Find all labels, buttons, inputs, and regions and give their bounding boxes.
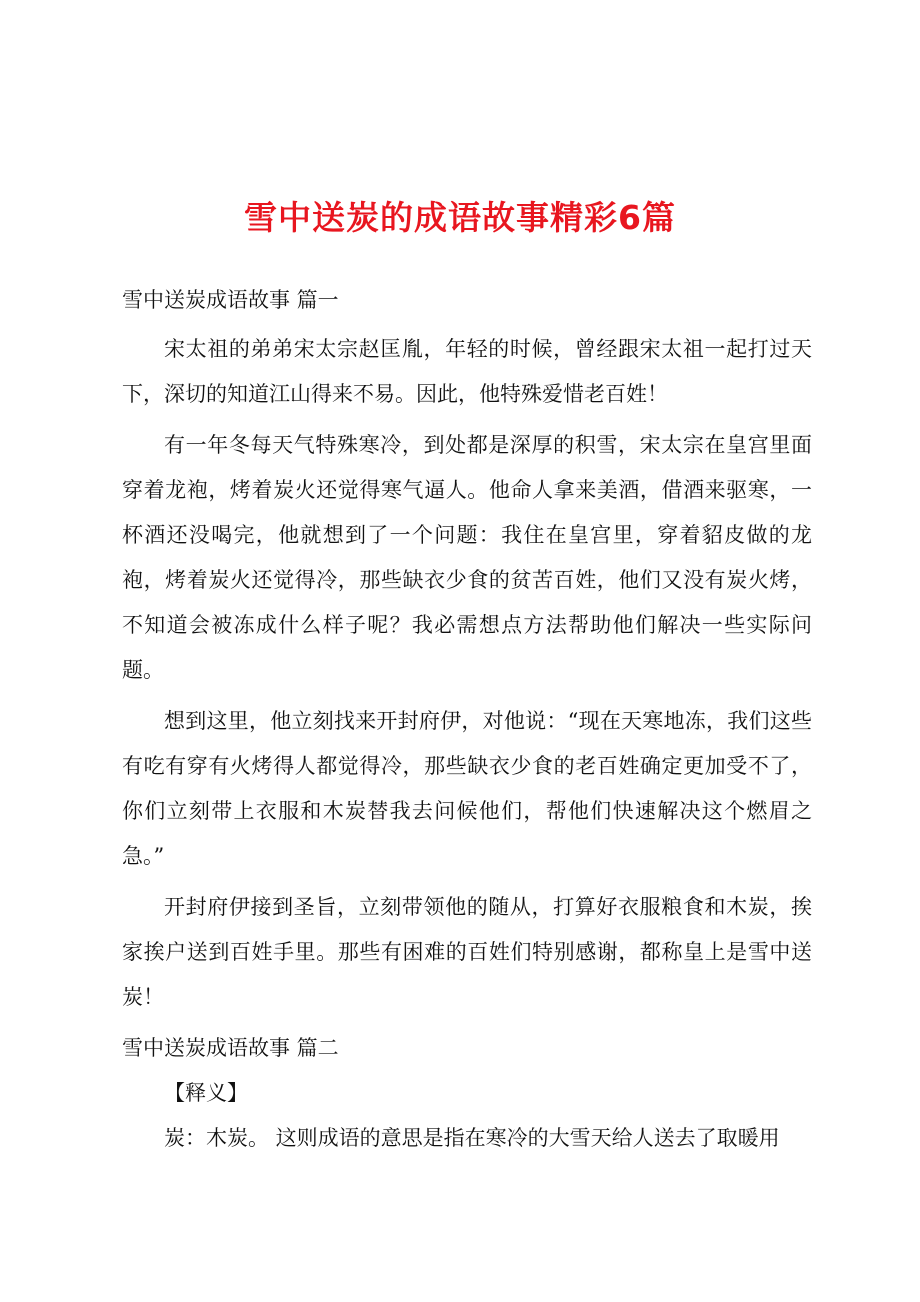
paragraph: 宋太祖的弟弟宋太宗赵匡胤，年轻的时候，曾经跟宋太祖一起打过天下，深切的知道江山得来不易。因此，他特殊爱惜老百姓！ bbox=[122, 337, 812, 406]
definition-label: 【释义】 bbox=[164, 1081, 248, 1105]
section-heading: 雪中送炭成语故事 篇二 bbox=[122, 1036, 339, 1060]
paragraph: 有一年冬每天气特殊寒冷，到处都是深厚的积雪，宋太宗在皇宫里面穿着龙袍，烤着炭火还觉得寒气逼人。他命人拿来美酒，借酒来驱寒，一杯酒还没喝完，他就想到了一个问题：我住在皇宫里，穿着貂皮做的龙袍，烤着炭火还觉得冷，那些缺衣少食的贫苦百姓，他们又没有炭火烤，不知道会被冻成什么样子呢？我必需想点方法帮助他们解决一些实际问题。 bbox=[122, 433, 812, 682]
document-body bbox=[122, 278, 812, 1167]
paragraph: 开封府伊接到圣旨，立刻带领他的随从，打算好衣服粮食和木炭，挨家挨户送到百姓手里。那些有困难的百姓们特别感谢，都称皇上是雪中送炭！ bbox=[122, 895, 812, 1009]
section-heading: 雪中送炭成语故事 篇一 bbox=[122, 288, 339, 312]
paragraph: 想到这里，他立刻找来开封府伊，对他说：“现在天寒地冻，我们这些有吃有穿有火烤得人都觉得冷，那些缺衣少食的老百姓确定更加受不了，你们立刻带上衣服和木炭替我去问候他们，帮他们快速解决这个燃眉之急。” bbox=[122, 709, 812, 868]
paragraph: 炭：木炭。 这则成语的意思是指在寒冷的大雪天给人送去了取暖用 bbox=[164, 1126, 780, 1150]
document-title: 雪中送炭的成语故事精彩6篇 bbox=[244, 198, 676, 237]
